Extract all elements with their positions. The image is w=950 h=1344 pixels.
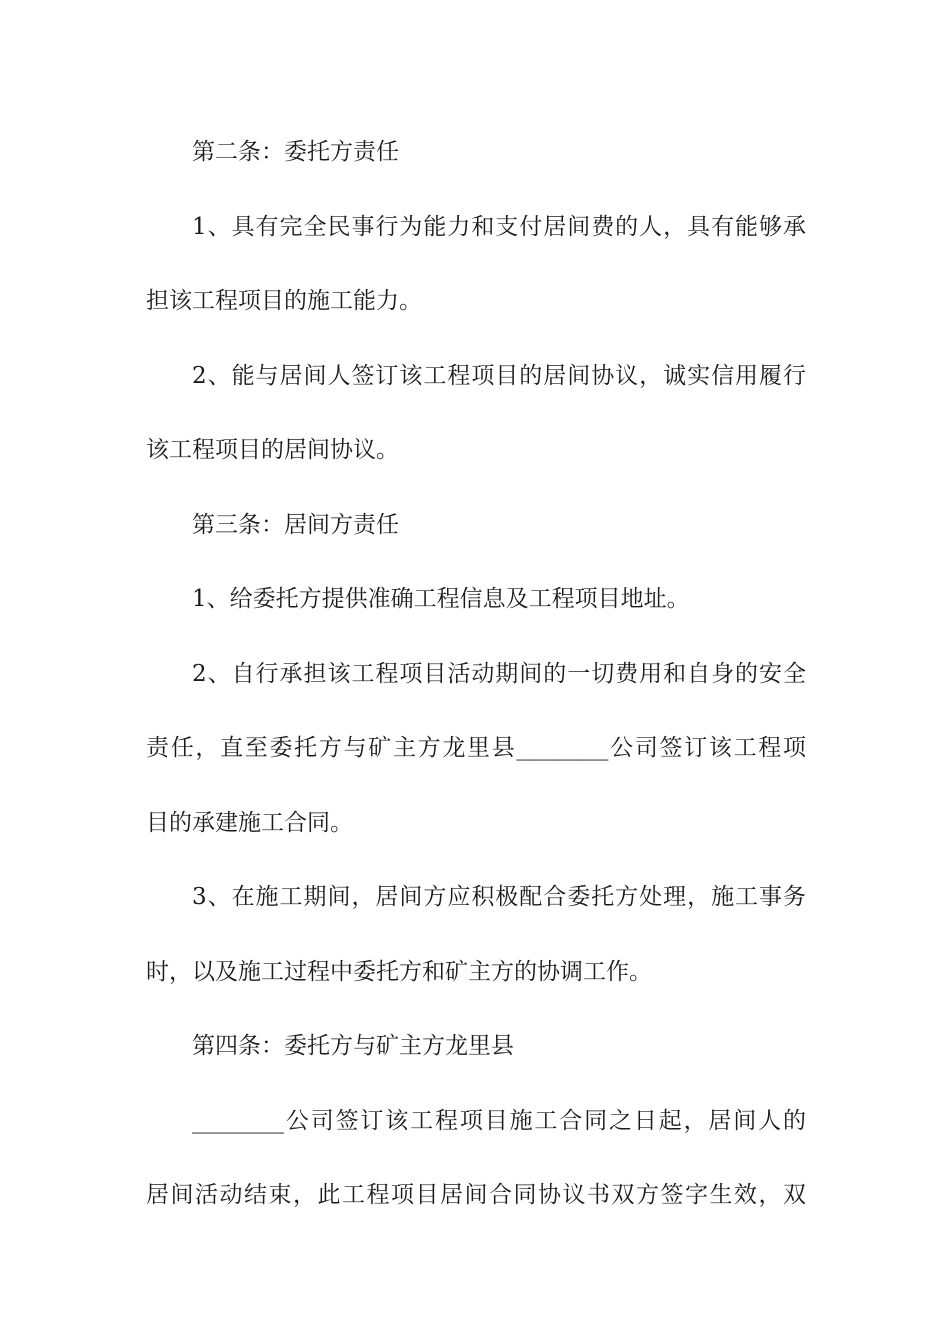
heading-article-4: 第四条：委托方与矿主方龙里县 [192, 1033, 514, 1059]
paragraph-line: 1、给委托方提供准确工程信息及工程项目地址。 [192, 586, 690, 612]
paragraph-line: 责任，直至委托方与矿主方龙里县________公司签订该工程项 [146, 735, 806, 761]
paragraph-line: 担该工程项目的施工能力。 [146, 288, 422, 314]
paragraph-line: ________公司签订该工程项目施工合同之日起，居间人的 [192, 1108, 806, 1134]
heading-article-2: 第二条：委托方责任 [192, 139, 399, 165]
paragraph-line: 1、具有完全民事行为能力和支付居间费的人，具有能够承 [192, 214, 806, 240]
paragraph-line: 时，以及施工过程中委托方和矿主方的协调工作。 [146, 959, 652, 985]
paragraph-line: 2、能与居间人签订该工程项目的居间协议，诚实信用履行 [192, 363, 806, 389]
paragraph-line: 目的承建施工合同。 [146, 810, 353, 836]
paragraph-line: 居间活动结束，此工程项目居间合同协议书双方签字生效，双 [146, 1182, 806, 1208]
paragraph-line: 2、自行承担该工程项目活动期间的一切费用和自身的安全 [192, 661, 806, 687]
paragraph-line: 3、在施工期间，居间方应积极配合委托方处理，施工事务 [192, 884, 806, 910]
heading-article-3: 第三条：居间方责任 [192, 512, 399, 538]
paragraph-line: 该工程项目的居间协议。 [146, 437, 399, 463]
